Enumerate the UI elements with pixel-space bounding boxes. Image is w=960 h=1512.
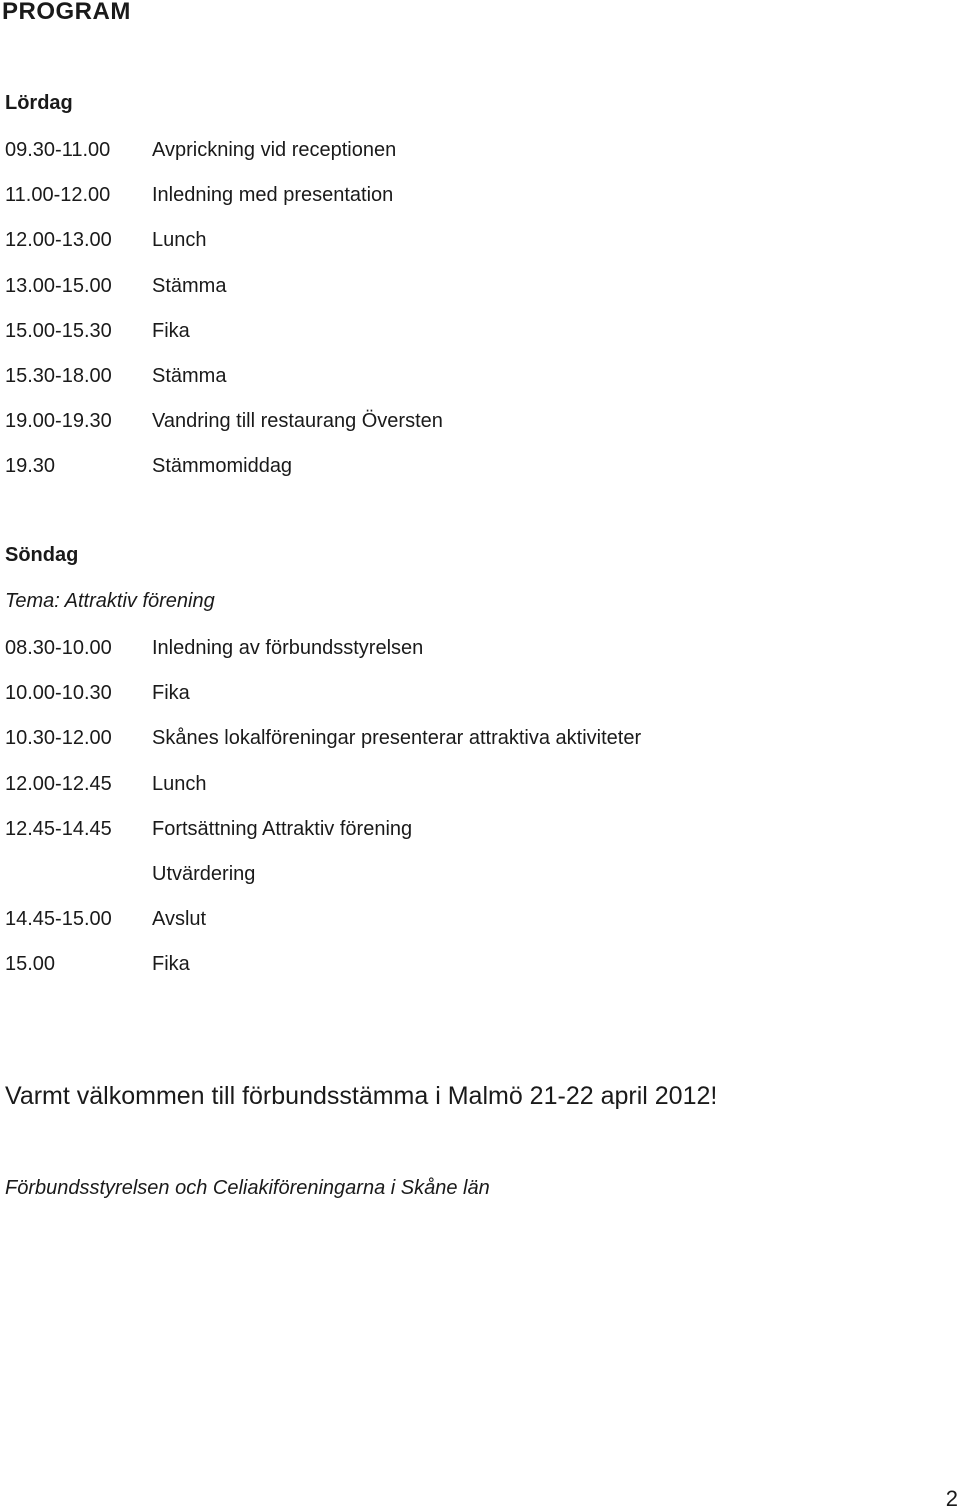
schedule-row	[5, 409, 905, 454]
schedule-time: 12.45-14.45	[5, 817, 112, 840]
schedule-activity: Skånes lokalföreningar presenterar attraktiva aktiviteter	[152, 727, 642, 750]
schedule-activity: Fika	[152, 682, 190, 705]
schedule-activity: Inledning av förbundsstyrelsen	[152, 637, 424, 659]
schedule-row	[5, 636, 905, 681]
schedule-row	[5, 772, 905, 817]
schedule-time: 08.30-10.00	[5, 637, 112, 659]
schedule-activity: Vandring till restaurang Översten	[152, 410, 443, 433]
schedule-activity: Stämma	[152, 274, 227, 297]
schedule-time: 10.00-10.30	[5, 682, 112, 705]
schedule-activity: Fika	[152, 953, 190, 976]
schedule-time: 09.30-11.00	[5, 139, 111, 161]
schedule-row	[5, 907, 905, 952]
schedule-time: 15.30-18.00	[5, 364, 112, 387]
schedule-time: 15.00	[5, 953, 56, 976]
schedule-row	[5, 952, 905, 997]
schedule-time: 12.00-12.45	[5, 772, 112, 795]
schedule-activity: Lunch	[152, 229, 207, 252]
schedule-time: 19.30	[5, 455, 56, 478]
sunday-theme: Tema: Attraktiv förening	[5, 590, 215, 612]
schedule-row	[5, 862, 905, 907]
schedule-activity: Lunch	[152, 772, 207, 795]
page-title: PROGRAM	[2, 0, 131, 25]
schedule-time: 15.00-15.30	[5, 319, 112, 342]
schedule-activity: Inledning med presentation	[152, 184, 394, 207]
schedule-row	[5, 817, 905, 862]
welcome-message: Varmt välkommen till förbundsstämma i Malmö 21-22 april 2012!	[5, 1082, 718, 1110]
sunday-heading: Söndag	[5, 544, 79, 566]
schedule-row	[5, 319, 905, 364]
schedule-time: 13.00-15.00	[5, 274, 112, 297]
schedule-row	[5, 364, 905, 409]
saturday-schedule	[5, 138, 905, 500]
schedule-activity: Avprickning vid receptionen	[152, 139, 397, 161]
schedule-activity: Stämma	[152, 364, 227, 387]
sunday-schedule	[5, 636, 905, 998]
schedule-activity: Stämmomiddag	[152, 455, 293, 478]
schedule-time: 19.00-19.30	[5, 410, 112, 433]
schedule-row	[5, 228, 905, 273]
saturday-heading: Lördag	[5, 92, 73, 114]
signature: Förbundsstyrelsen och Celiakiföreningarna i Skåne län	[5, 1177, 490, 1199]
schedule-row	[5, 681, 905, 726]
page-number: 2	[945, 1486, 958, 1511]
schedule-time: 11.00-12.00	[5, 184, 111, 207]
schedule-time: 12.00-13.00	[5, 229, 112, 252]
schedule-activity: Fika	[152, 319, 190, 342]
schedule-row	[5, 138, 905, 183]
schedule-activity: Utvärdering	[152, 862, 256, 885]
schedule-row	[5, 726, 905, 771]
schedule-row	[5, 454, 905, 499]
schedule-activity: Avslut	[152, 908, 207, 931]
schedule-row	[5, 274, 905, 319]
schedule-row	[5, 183, 905, 228]
schedule-time: 14.45-15.00	[5, 908, 112, 931]
schedule-time: 10.30-12.00	[5, 727, 112, 750]
schedule-activity: Fortsättning Attraktiv förening	[152, 817, 413, 840]
